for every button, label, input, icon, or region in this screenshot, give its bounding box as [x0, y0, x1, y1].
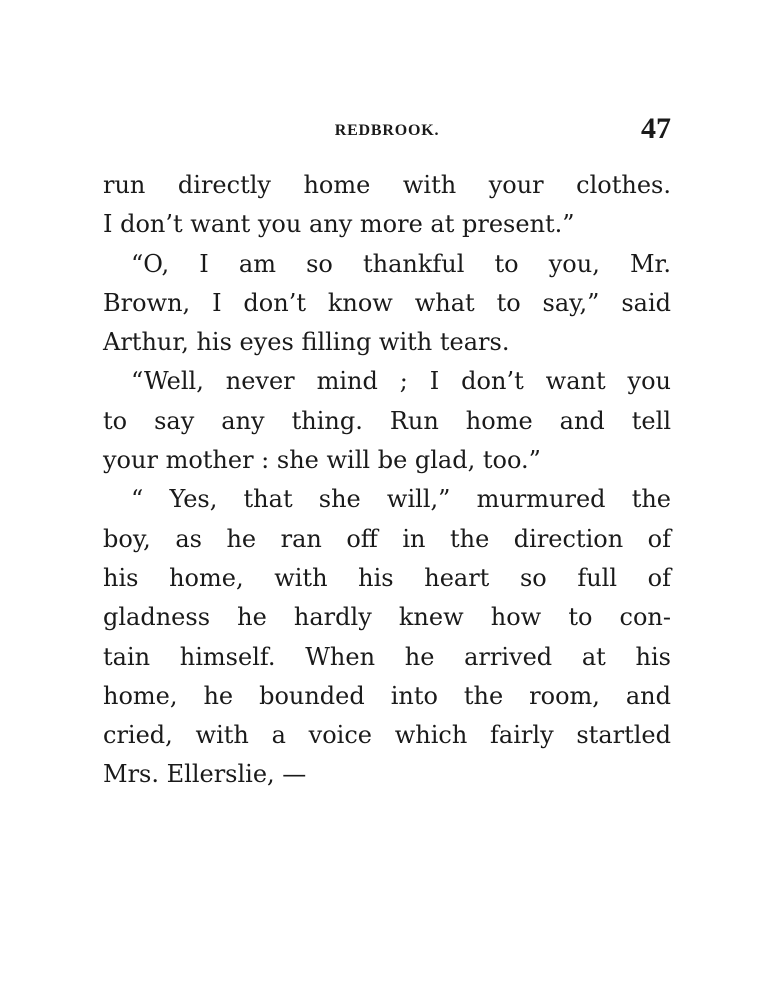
- text-line: boy, as he ran off in the direction of: [103, 524, 671, 553]
- text-line: run directly home with your clothes.: [103, 171, 671, 199]
- text-line: “O, I am so thankful to you, Mr.: [131, 249, 671, 278]
- text-line: Brown, I don’t know what to say,” said: [103, 288, 671, 317]
- text-line: gladness he hardly knew how to con-: [103, 603, 671, 632]
- body-text: [103, 166, 671, 795]
- text-line: I don’t want you any more at present.”: [103, 210, 575, 239]
- text-line: tain himself. When he arrived at his: [103, 642, 671, 671]
- text-line: to say any thing. Run home and tell: [103, 406, 671, 435]
- running-head: [103, 112, 671, 152]
- text-line: Mrs. Ellerslie, —: [103, 760, 307, 789]
- text-line: his home, with his heart so full of: [103, 563, 671, 592]
- text-line: cried, with a voice which fairly startled: [103, 721, 671, 750]
- running-title: REDBROOK.: [334, 122, 440, 139]
- text-line: home, he bounded into the room, and: [103, 681, 671, 710]
- text-line: your mother : she will be glad, too.”: [103, 446, 541, 475]
- text-line: “Well, never mind ; I don’t want you: [131, 367, 671, 396]
- text-line: Arthur, his eyes filling with tears.: [103, 328, 510, 357]
- text-line: “ Yes, that she will,” murmured the: [131, 485, 671, 514]
- page-number: 47: [641, 112, 671, 145]
